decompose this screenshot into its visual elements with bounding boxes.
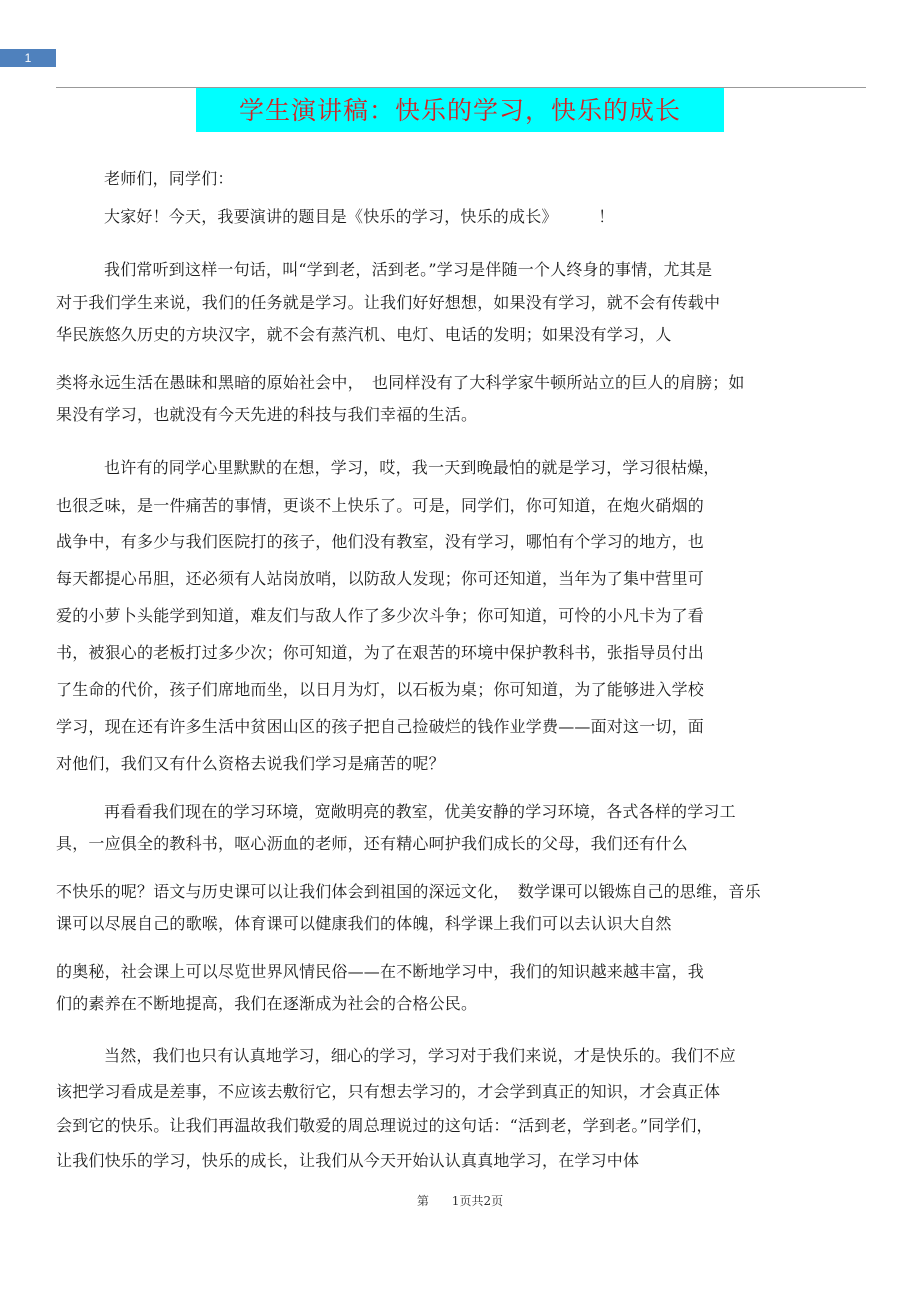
salutation-line: 老师们，同学们： — [104, 169, 234, 188]
paragraph-line: 会到它的快乐。让我们再温故我们敬爱的周总理说过的这句话：“活到老，学到老。”同学们， — [56, 1116, 713, 1135]
paragraph-line: 我们常听到这样一句话，叫“学到老，活到老。”学习是伴随一个人终身的事情，尤其是 — [104, 260, 713, 279]
footer-current-page: 1 — [451, 1194, 460, 1208]
paragraph-line: 该把学习看成是差事，不应该去敷衍它，只有想去学习的，才会学到真正的知识，才会真正体 — [56, 1082, 721, 1101]
paragraph-line: 书，被狠心的老板打过多少次；你可知道，为了在艰苦的环境中保护教科书，张指导员付出 — [56, 643, 705, 662]
paragraph-line: 也很乏味，是一件痛苦的事情，更谈不上快乐了。可是，同学们，你可知道，在炮火硝烟的 — [56, 496, 705, 515]
paragraph-line: 的奥秘，社会课上可以尽览世界风情民俗——在不断地学习中，我们的知识越来越丰富，我 — [56, 962, 705, 981]
paragraph-line: 学习，现在还有许多生活中贫困山区的孩子把自己捡破烂的钱作业学费——面对这一切，面 — [56, 717, 705, 736]
page-footer — [0, 1193, 920, 1209]
paragraph-line: 当然，我们也只有认真地学习，细心的学习，学习对于我们来说，才是快乐的。我们不应 — [104, 1046, 736, 1065]
paragraph-line: 对于我们学生来说，我们的任务就是学习。让我们好好想想，如果没有学习，就不会有传载中 — [56, 293, 721, 312]
paragraph-line: 每天都提心吊胆，还必须有人站岗放哨，以防敌人发现；你可还知道，当年为了集中营里可 — [56, 569, 705, 588]
greeting-line: 大家好！今天，我要演讲的题目是《快乐的学习，快乐的成长》 ！ — [104, 207, 615, 226]
paragraph-line: 不快乐的呢？语文与历史课可以让我们体会到祖国的深远文化， 数学课可以锻炼自己的思维，音乐 — [56, 882, 761, 901]
paragraph-line: 也许有的同学心里默默的在想，学习，哎，我一天到晚最怕的就是学习，学习很枯燥， — [104, 458, 720, 477]
document-title: 学生演讲稿：快乐的学习，快乐的成长 — [196, 88, 724, 132]
paragraph-line: 让我们快乐的学习，快乐的成长，让我们从今天开始认认真真地学习，在学习中体 — [56, 1151, 640, 1170]
paragraph-line: 们的素养在不断地提高，我们在逐渐成为社会的合格公民。 — [56, 994, 478, 1013]
paragraph-line: 了生命的代价，孩子们席地而坐，以日月为灯，以石板为桌；你可知道，为了能够进入学校 — [56, 680, 705, 699]
paragraph-line: 战争中，有多少与我们医院打的孩子，他们没有教室，没有学习，哪怕有个学习的地方，也 — [56, 532, 705, 551]
paragraph-line: 具，一应俱全的教科书，呕心沥血的老师，还有精心呵护我们成长的父母，我们还有什么 — [56, 834, 688, 853]
paragraph-line: 再看看我们现在的学习环境，宽敞明亮的教室，优美安静的学习环境，各式各样的学习工 — [104, 802, 736, 821]
paragraph-line: 类将永远生活在愚昧和黑暗的原始社会中， 也同样没有了大科学家牛顿所站立的巨人的肩膀；如 — [56, 373, 745, 392]
footer-middle: 页共 — [459, 1194, 484, 1208]
footer-total-pages: 2 — [483, 1194, 492, 1208]
paragraph-line: 果没有学习，也就没有今天先进的科技与我们幸福的生活。 — [56, 405, 478, 424]
page-number-badge: 1 — [0, 49, 56, 67]
footer-prefix: 第 — [416, 1194, 429, 1208]
paragraph-line: 爱的小萝卜头能学到知道，难友们与敌人作了多少次斗争；你可知道，可怜的小凡卡为了看 — [56, 606, 705, 625]
paragraph-line: 华民族悠久历史的方块汉字，就不会有蒸汽机、电灯、电话的发明；如果没有学习，人 — [56, 325, 672, 344]
paragraph-line: 对他们，我们又有什么资格去说我们学习是痛苦的呢？ — [56, 754, 445, 773]
paragraph-line: 课可以尽展自己的歌喉，体育课可以健康我们的体魄，科学课上我们可以去认识大自然 — [56, 914, 672, 933]
footer-suffix: 页 — [491, 1194, 504, 1208]
